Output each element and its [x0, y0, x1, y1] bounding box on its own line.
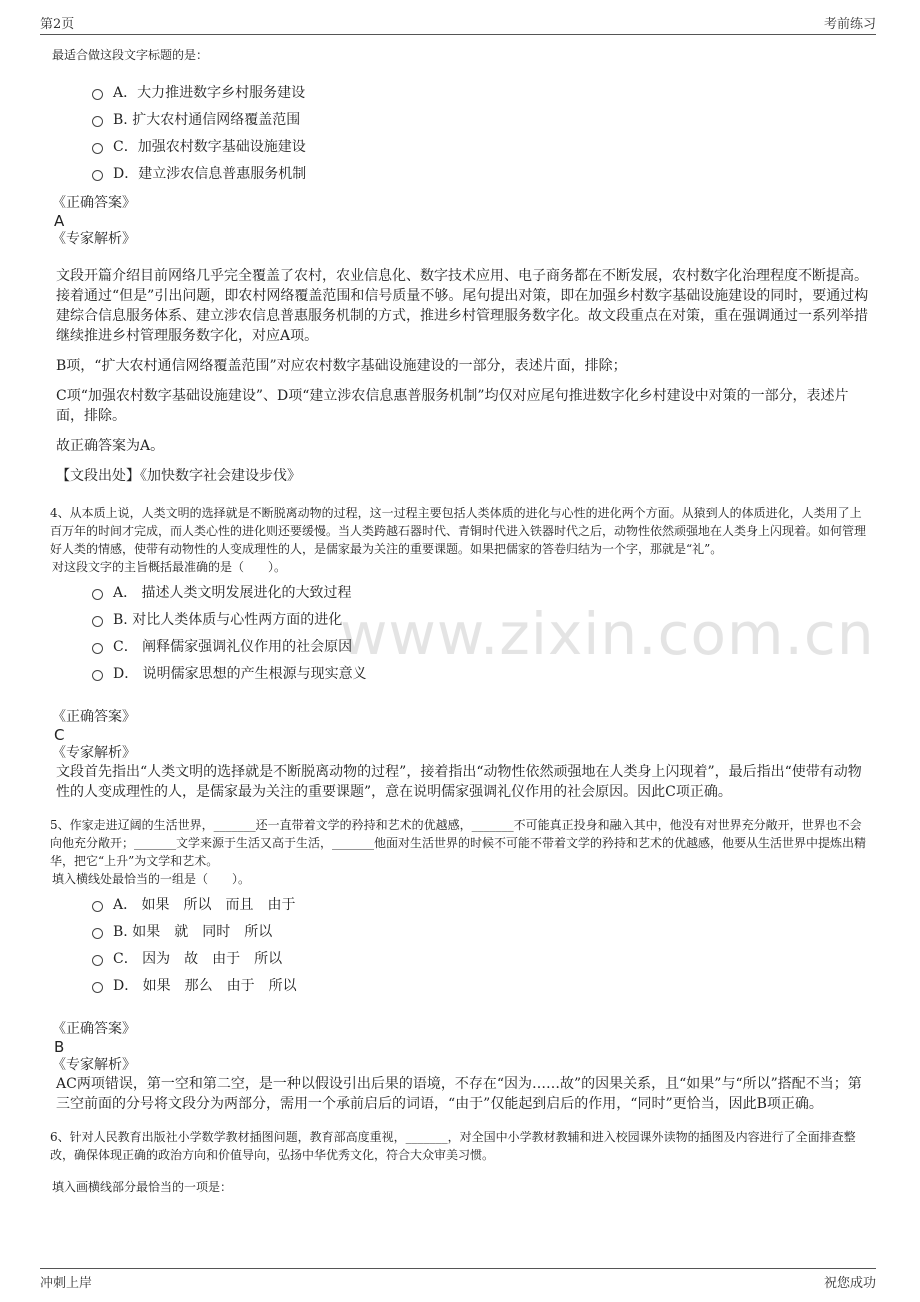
radio-icon[interactable] [92, 670, 103, 681]
q4-answer: C [54, 726, 65, 744]
q3-answer-label: 《正确答案》 [52, 195, 136, 211]
q4-analysis-label: 《专家解析》 [52, 745, 136, 761]
radio-icon[interactable] [92, 928, 103, 939]
q5-stem: 5、作家走进辽阔的生活世界，_______还一直带着文学的矜持和艺术的优越感，_______不可能真正投身和融入其中，他没有对世界充分敞开，世界也不会向他充分敞开；_______文学来源于生活又高于生活，_______他面对生活世界的时候不可能不带着文学的矜持和艺术的优越感，他要从生活世界中提炼出精华，把它“上升”为文学和艺术。 [50, 818, 867, 868]
q4-option-a[interactable]: A． 描述人类文明发展进化的大致过程 [92, 578, 872, 605]
q5-analysis-label: 《专家解析》 [52, 1057, 136, 1073]
q5-answer-label: 《正确答案》 [52, 1021, 136, 1037]
q3-options [92, 78, 872, 186]
q3-option-d[interactable]: D．建立涉农信息普惠服务机制 [92, 159, 872, 186]
watermark: www.zixin.com.cn [340, 600, 875, 668]
radio-icon[interactable] [92, 170, 103, 181]
q5-option-a[interactable]: A． 如果 所以 而且 由于 [92, 890, 872, 917]
q4-option-b[interactable]: B. 对比人类体质与心性两方面的进化 [92, 605, 872, 632]
document-body [52, 40, 872, 1196]
radio-icon[interactable] [92, 643, 103, 654]
radio-icon[interactable] [92, 143, 103, 154]
q4-option-c[interactable]: C． 阐释儒家强调礼仪作用的社会原因 [92, 632, 872, 659]
q5-answer: B [54, 1038, 65, 1056]
radio-icon[interactable] [92, 616, 103, 627]
page-number: 第2页 [40, 17, 75, 32]
q3-analysis-p2: B项，“扩大农村通信网络覆盖范围”对应农村数字基础设施建设的一部分，表述片面，排除； [56, 358, 627, 374]
q5-analysis: AC两项错误，第一空和第二空，是一种以假设引出后果的语境，不存在“因为……故”的因果关系，且“如果”与“所以”搭配不当；第三空前面的分号将文段分为两部分，需用一个承前启后的词语，“由于”仅能起到启后的作用，“同时”更恰当，因此B项正确。 [56, 1076, 862, 1112]
page-header [40, 10, 876, 35]
q4-stem: 4、从本质上说，人类文明的选择就是不断脱离动物的过程，这一过程主要包括人类体质的进化与心性的进化两个方面。从猿到人的体质进化，人类用了上百万年的时间才完成，而人类心性的进化则还要缓慢。当人类跨越石器时代、青铜时代进入铁器时代之后，动物性依然顽强地在人类身上闪现着。如何管理好人类的情感，使带有动物性的人变成理性的人，是儒家最为关注的重要课题。如果把儒家的答卷归结为一个字，那就是“礼”。 [50, 506, 867, 556]
q6-prompt: 填入画横线部分最恰当的一项是： [52, 1180, 233, 1194]
radio-icon[interactable] [92, 589, 103, 600]
q5-option-b[interactable]: B. 如果 就 同时 所以 [92, 917, 872, 944]
q3-analysis-p3: C项“加强农村数字基础设施建设”、D项“建立涉农信息惠普服务机制”均仅对应尾句推进数字化乡村建设中对策的一部分，表述片面，排除。 [56, 388, 849, 424]
q4-options [92, 578, 872, 686]
q4-analysis: 文段首先指出“人类文明的选择就是不断脱离动物的过程”，接着指出“动物性依然顽强地在人类身上闪现着”，最后指出“使带有动物性的人变成理性的人，是儒家最为关注的重要课题”，意在说明儒家强调礼仪作用的社会原因。因此C项正确。 [56, 764, 862, 800]
q3-option-a[interactable]: A．大力推进数字乡村服务建设 [92, 78, 872, 105]
q5-option-d[interactable]: D． 如果 那么 由于 所以 [92, 971, 872, 998]
q5-prompt: 填入横线处最恰当的一组是（ ）。 [52, 872, 251, 886]
radio-icon[interactable] [92, 116, 103, 127]
header-title: 考前练习 [823, 17, 876, 32]
q3-source: 【文段出处】《加快数字社会建设步伐》 [56, 468, 301, 484]
radio-icon[interactable] [92, 901, 103, 912]
radio-icon[interactable] [92, 982, 103, 993]
q3-option-c[interactable]: C．加强农村数字基础设施建设 [92, 132, 872, 159]
q3-analysis-p4: 故正确答案为A。 [56, 438, 165, 454]
radio-icon[interactable] [92, 955, 103, 966]
q4-prompt: 对这段文字的主旨概括最准确的是（ ）。 [52, 560, 287, 574]
q4-option-d[interactable]: D． 说明儒家思想的产生根源与现实意义 [92, 659, 872, 686]
q6-stem: 6、针对人民教育出版社小学数学教材插图问题，教育部高度重视，_______，对全国中小学教材教辅和进入校园课外读物的插图及内容进行了全面排查整改，确保体现正确的政治方向和价值导向，弘扬中华优秀文化，符合大众审美习惯。 [50, 1130, 856, 1162]
footer-left: 冲刺上岸 [40, 1276, 93, 1291]
radio-icon[interactable] [92, 89, 103, 100]
q3-option-b[interactable]: B. 扩大农村通信网络覆盖范围 [92, 105, 872, 132]
q3-answer: A [54, 212, 65, 230]
q5-options [92, 890, 872, 998]
q3-prompt: 最适合做这段文字标题的是： [52, 48, 209, 62]
page-footer [40, 1268, 876, 1298]
q5-option-c[interactable]: C． 因为 故 由于 所以 [92, 944, 872, 971]
footer-right: 祝您成功 [823, 1276, 876, 1291]
q3-analysis-label: 《专家解析》 [52, 231, 136, 247]
q3-analysis-p1: 文段开篇介绍目前网络几乎完全覆盖了农村，农业信息化、数字技术应用、电子商务都在不断发展，农村数字化治理程度不断提高。接着通过“但是”引出问题，即农村网络覆盖范围和信号质量不够。尾句提出对策，即在加强乡村数字基础设施建设的同时，要通过构建综合信息服务体系、建立涉农信息普惠服务机制的方式，推进乡村管理服务数字化。故文段重点在对策，重在强调通过一系列举措继续推进乡村管理服务数字化，对应A项。 [56, 268, 869, 344]
q4-answer-label: 《正确答案》 [52, 709, 136, 725]
